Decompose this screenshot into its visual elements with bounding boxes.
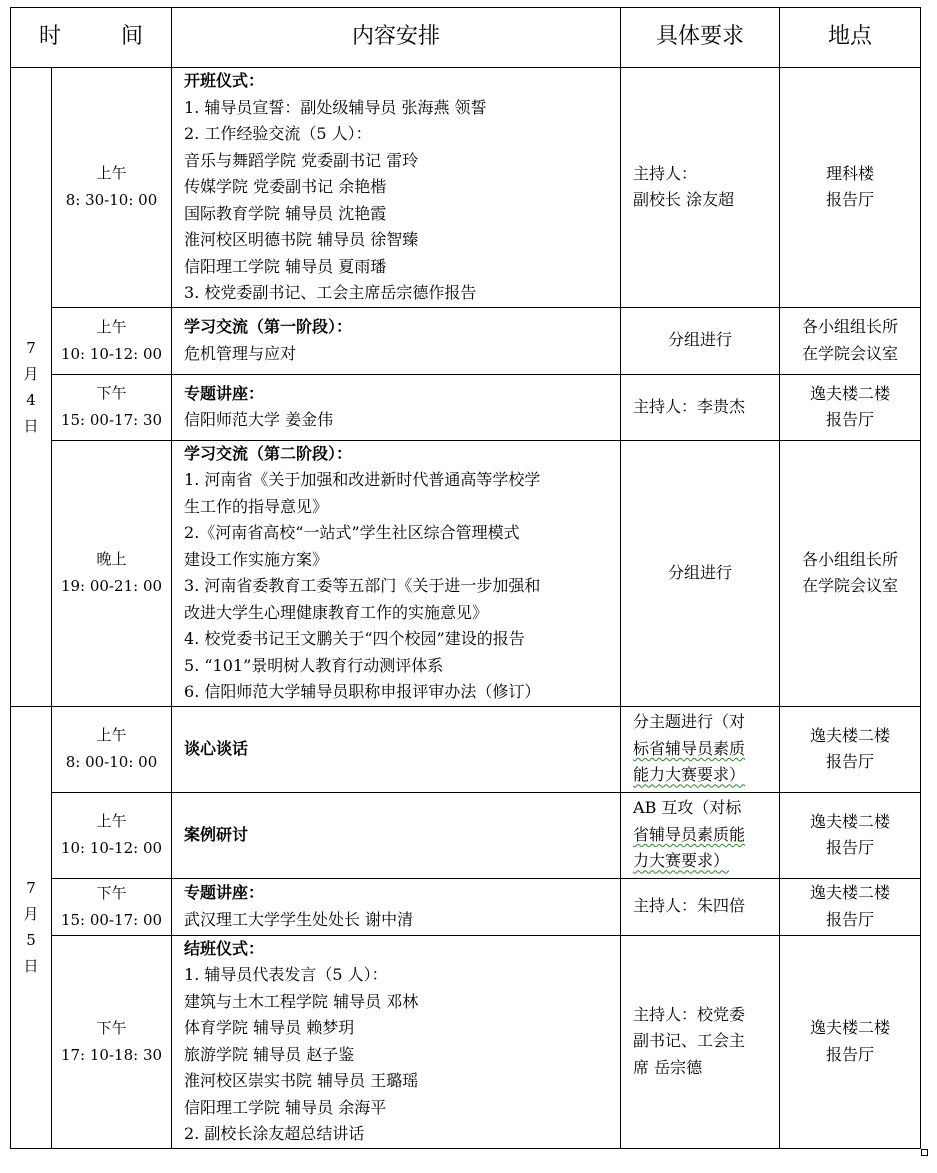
requirement-cell: 分组进行 xyxy=(621,440,780,706)
time-slot: 上午 10: 10-12: 00 xyxy=(52,792,172,878)
content-cell: 学习交流（第一阶段）： 危机管理与应对 xyxy=(172,307,621,374)
location-cell: 逸夫楼二楼 报告厅 xyxy=(780,706,921,792)
content-cell: 专题讲座： 武汉理工大学学生处处长 谢中清 xyxy=(172,878,621,935)
table-row xyxy=(11,706,921,792)
time-slot: 下午 15: 00-17: 00 xyxy=(52,878,172,935)
table-row xyxy=(11,935,921,1148)
header-content: 内容安排 xyxy=(172,8,621,68)
requirement-cell: 主持人： 副校长 涂友超 xyxy=(621,68,780,308)
location-cell: 逸夫楼二楼 报告厅 xyxy=(780,374,921,440)
time-slot: 上午 8: 00-10: 00 xyxy=(52,706,172,792)
time-slot: 晚上 19: 00-21: 00 xyxy=(52,440,172,706)
location-cell: 各小组组长所 在学院会议室 xyxy=(780,440,921,706)
schedule-table xyxy=(10,7,921,1149)
time-slot: 上午 8: 30-10: 00 xyxy=(52,68,172,308)
requirement-cell: 分主题进行（对 标省辅导员素质 能力大赛要求） xyxy=(621,706,780,792)
table-row xyxy=(11,374,921,440)
content-cell: 专题讲座： 信阳师范大学 姜金伟 xyxy=(172,374,621,440)
location-cell: 理科楼 报告厅 xyxy=(780,68,921,308)
location-cell: 逸夫楼二楼 报告厅 xyxy=(780,792,921,878)
time-slot: 上午 10: 10-12: 00 xyxy=(52,307,172,374)
location-cell: 各小组组长所 在学院会议室 xyxy=(780,307,921,374)
day-cell-july-5: 7 月 5 日 xyxy=(11,706,52,1148)
requirement-cell: AB 互攻（对标 省辅导员素质能 力大赛要求） xyxy=(621,792,780,878)
paragraph-mark xyxy=(921,1149,928,1156)
header-requirements: 具体要求 xyxy=(621,8,780,68)
header-time: 时 间 xyxy=(11,8,172,68)
table-row xyxy=(11,792,921,878)
requirement-cell: 分组进行 xyxy=(621,307,780,374)
location-cell: 逸夫楼二楼 报告厅 xyxy=(780,935,921,1148)
time-slot: 下午 15: 00-17: 30 xyxy=(52,374,172,440)
time-slot: 下午 17: 10-18: 30 xyxy=(52,935,172,1148)
table-row xyxy=(11,440,921,706)
location-cell: 逸夫楼二楼 报告厅 xyxy=(780,878,921,935)
content-cell: 结班仪式： 1. 辅导员代表发言（5 人）： 建筑与土木工程学院 辅导员 邓林 体育学院 辅导员 赖梦玥 旅游学院 辅导员 赵子鉴 淮河校区崇实书院 辅导员 王璐瑶 信阳理工学院 辅导员 余海平 2. 副校长涂友超总结讲话 xyxy=(172,935,621,1148)
table-row xyxy=(11,68,921,308)
requirement-cell: 主持人：校党委 副书记、工会主 席 岳宗德 xyxy=(621,935,780,1148)
content-cell: 案例研讨 xyxy=(172,792,621,878)
table-row xyxy=(11,878,921,935)
content-cell: 学习交流（第二阶段）： 1. 河南省《关于加强和改进新时代普通高等学校学 生工作的指导意见》 2.《河南省高校“一站式”学生社区综合管理模式 建设工作实施方案》 3. 河南省委教育工委等五部门《关于进一步加强和 改进大学生心理健康教育工作的实施意见》 4. 校党委书记王文鹏关于“四个校园”建设的报告 5. “101”景明树人教育行动测评体系 6. 信阳师范大学辅导员职称申报评审办法（修订） xyxy=(172,440,621,706)
requirement-cell: 主持人：李贵杰 xyxy=(621,374,780,440)
header-location: 地点 xyxy=(780,8,921,68)
day-cell-july-4: 7 月 4 日 xyxy=(11,68,52,707)
content-cell: 谈心谈话 xyxy=(172,706,621,792)
content-cell: 开班仪式： 1. 辅导员宣誓：副处级辅导员 张海燕 领誓 2. 工作经验交流（5 人）： 音乐与舞蹈学院 党委副书记 雷玲 传媒学院 党委副书记 余艳楷 国际教育学院 辅导员 沈艳霞 淮河校区明德书院 辅导员 徐智臻 信阳理工学院 辅导员 夏雨璠 3. 校党委副书记、工会主席岳宗德作报告 xyxy=(172,68,621,308)
requirement-cell: 主持人：朱四倍 xyxy=(621,878,780,935)
header-row xyxy=(11,8,921,68)
table-row xyxy=(11,307,921,374)
